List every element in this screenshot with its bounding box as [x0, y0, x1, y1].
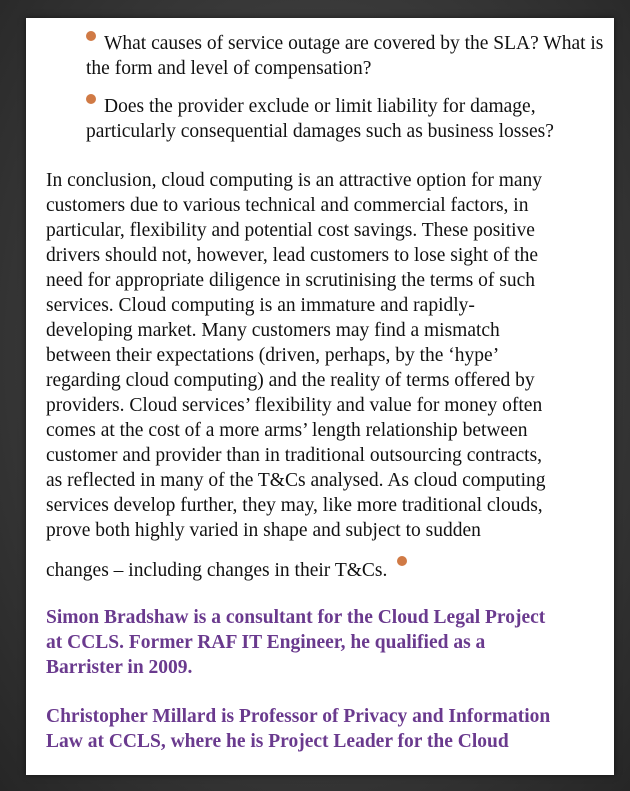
paragraph-line: between their expectations (driven, perhaps, by the ‘hype’ [46, 345, 500, 366]
conclusion-paragraph [46, 168, 598, 543]
author-bio-christopher-millard [46, 704, 606, 754]
bio-line: Barrister in 2009. [46, 657, 193, 678]
paragraph-line: services. Cloud computing is an immature and rapidly- [46, 295, 475, 316]
bullet-item [86, 94, 606, 144]
paragraph-line: providers. Cloud services’ flexibility and value for money often [46, 395, 543, 416]
paragraph-line: drivers should not, however, lead customers to lose sight of the [46, 245, 539, 266]
conclusion-final-line [46, 556, 407, 583]
paragraph-line: In conclusion, cloud computing is an attractive option for many [46, 170, 543, 191]
bullet-text: What causes of service outage are covered by the SLA? What is the form and level of compensation? [86, 33, 604, 79]
bullet-dot-icon [86, 31, 96, 41]
bio-line: Christopher Millard is Professor of Privacy and Information [46, 706, 551, 727]
document-page [26, 18, 614, 775]
paragraph-line: services develop further, they may, like more traditional clouds, [46, 495, 543, 516]
bio-line: Law at CCLS, where he is Project Leader for the Cloud [46, 731, 509, 752]
end-of-article-dot-icon [397, 556, 407, 566]
paragraph-line: customers due to various technical and commercial factors, in [46, 195, 529, 216]
paragraph-line: regarding cloud computing) and the reality of terms offered by [46, 370, 535, 391]
paragraph-line: need for appropriate diligence in scrutinising the terms of such [46, 270, 535, 291]
paragraph-line: as reflected in many of the T&Cs analysed. As cloud computing [46, 470, 546, 491]
bullet-dot-icon [86, 94, 96, 104]
bullet-item [86, 31, 606, 81]
paragraph-line: particular, flexibility and potential cost savings. These positive [46, 220, 535, 241]
bio-line: Simon Bradshaw is a consultant for the Cloud Legal Project [46, 607, 546, 628]
bio-line: at CCLS. Former RAF IT Engineer, he qualified as a [46, 632, 486, 653]
author-bio-simon-bradshaw [46, 605, 606, 680]
paragraph-line: developing market. Many customers may find a mismatch [46, 320, 500, 341]
paragraph-line: prove both highly varied in shape and subject to sudden [46, 520, 481, 541]
paragraph-line: comes at the cost of a more arms’ length relationship between [46, 420, 528, 441]
paragraph-line: customer and provider than in traditional outsourcing contracts, [46, 445, 543, 466]
final-line-text: changes – including changes in their T&Cs. [46, 560, 388, 581]
bullet-text: Does the provider exclude or limit liability for damage, particularly consequential damages such as business losses? [86, 96, 554, 142]
